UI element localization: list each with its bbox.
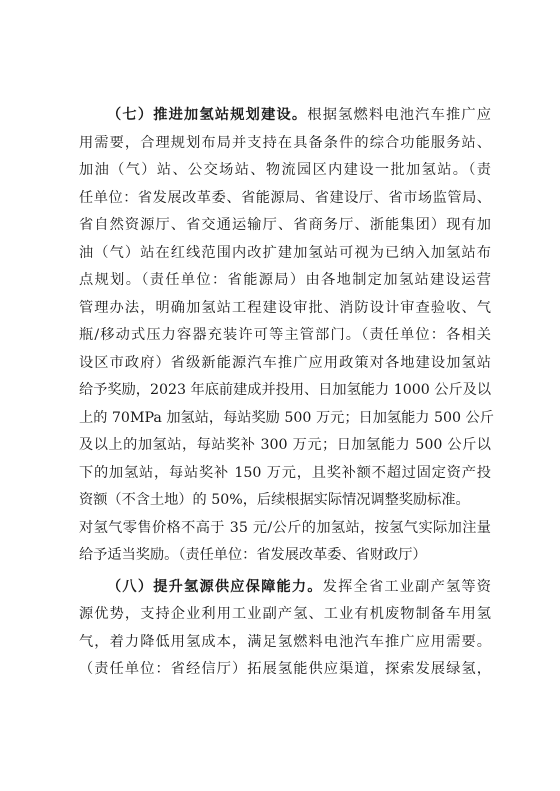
section8-heading: （八）提升氢源供应保障能力。 <box>107 578 323 595</box>
paragraph-line: 对氢气零售价格不高于 35 元/公斤的加氢站，按氢气实际加注量 <box>79 519 491 536</box>
section7-heading: （七）推进加氢站规划建设。 <box>107 107 308 123</box>
paragraph-line: 管理办法，明确加氢站工程建设审批、消防设计审查验收、气 <box>79 299 491 316</box>
paragraph-line: 省自然资源厅、省交通运输厅、省商务厅、浙能集团）现有加 <box>79 217 491 233</box>
paragraph-line: 资额（不含土地）的 50%，后续根据实际情况调整奖励标准。 <box>79 492 470 508</box>
paragraph-line: 上的 70MPa 加氢站，每站奖励 500 万元；日加氢能力 500 公斤 <box>79 409 494 426</box>
paragraph-line: 点规划。（责任单位：省能源局）由各地制定加氢站建设运营 <box>79 272 491 288</box>
section8-text: 发挥全省工业副产氢等资 <box>322 578 491 595</box>
paragraph-line: 任单位：省发展改革委、省能源局、省建设厅、省市场监管局、 <box>79 189 491 206</box>
paragraph-line: 给予适当奖励。（责任单位：省发展改革委、省财政厅） <box>79 547 427 563</box>
paragraph-line: 设区市政府）省级新能源汽车推广应用政策对各地建设加氢站 <box>79 354 491 371</box>
section7-line-1 <box>79 102 491 130</box>
paragraph-line: （责任单位：省经信厅）拓展氢能供应渠道，探索发展绿氢， <box>79 661 491 677</box>
paragraph-line: 给予奖励，2023 年底前建成并投用、日加氢能力 1000 公斤及以 <box>79 382 492 398</box>
section8-line-1 <box>79 574 491 602</box>
paragraph-line: 用需要，合理规划布局并支持在具备条件的综合功能服务站、 <box>79 134 491 151</box>
document-body <box>79 102 494 684</box>
paragraph-line: 源优势，支持企业利用工业副产氢、工业有机废物制备车用氢 <box>79 606 491 622</box>
paragraph-line: 油（气）站在红线范围内改扩建加氢站可视为已纳入加氢站布 <box>79 244 491 261</box>
paragraph-line: 气，着力降低用氢成本，满足氢燃料电池汽车推广应用需要。 <box>79 633 491 650</box>
paragraph-line: 瓶/移动式压力容器充装许可等主管部门。（责任单位：各相关 <box>79 327 491 343</box>
paragraph-line: 下的加氢站，每站奖补 150 万元，且奖补额不超过固定资产投 <box>79 464 491 481</box>
paragraph-line: 及以上的加氢站，每站奖补 300 万元；日加氢能力 500 公斤以 <box>79 437 491 453</box>
paragraph-line: 加油（气）站、公交场站、物流园区内建设一批加氢站。（责 <box>79 162 491 178</box>
section7-text: 根据氢燃料电池汽车推广应 <box>307 107 491 123</box>
